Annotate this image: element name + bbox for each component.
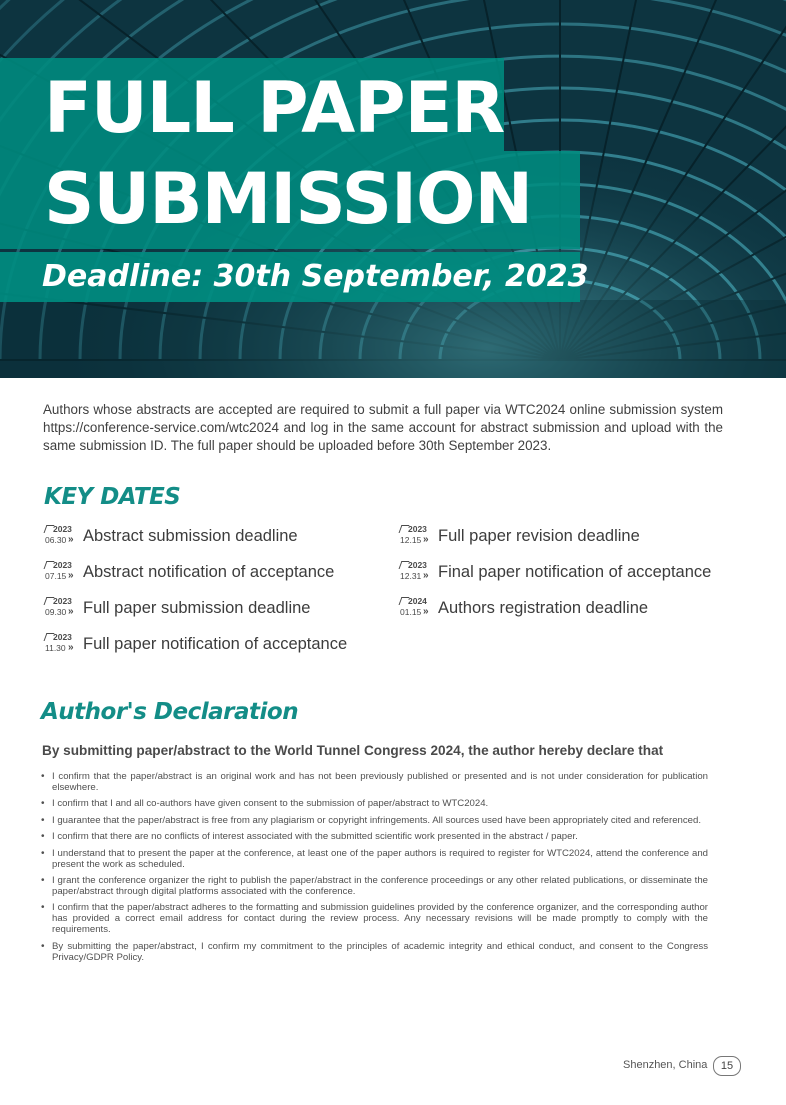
declaration-text: I confirm that there are no conflicts of interest associated with the submitted scientific work presented in the abstract / paper. <box>52 831 578 843</box>
calendar-date-icon <box>44 524 80 548</box>
key-date-day: 07.15 <box>45 571 67 581</box>
calendar-date-icon <box>44 560 80 584</box>
key-date-label: Full paper submission deadline <box>83 599 311 617</box>
key-date-label: Authors registration deadline <box>438 599 649 617</box>
calendar-date-icon <box>399 560 435 584</box>
double-arrow-icon: » <box>423 606 429 617</box>
page-number: 15 <box>713 1056 741 1076</box>
double-arrow-icon: » <box>68 570 74 581</box>
declaration-text: I understand that to present the paper at the conference, at least one of the paper authors is required to register for WTC2024, attend the conference and present the work as scheduled. <box>52 847 708 870</box>
key-date-day: 11.30 <box>45 643 66 653</box>
key-date-year: 2023 <box>408 524 427 534</box>
page-title-line-1: FULL PAPER <box>44 67 505 149</box>
key-date-day: 01.15 <box>400 607 422 617</box>
key-date-day: 09.30 <box>45 607 67 617</box>
key-date-year: 2023 <box>53 596 72 606</box>
key-dates-heading: KEY DATES <box>44 484 181 510</box>
bullet-icon: • <box>41 902 45 914</box>
calendar-date-icon <box>399 596 435 620</box>
key-date-label: Full paper notification of acceptance <box>83 635 348 653</box>
double-arrow-icon: » <box>423 534 429 545</box>
key-date-year: 2023 <box>408 560 427 570</box>
declaration-item <box>41 848 708 870</box>
declaration-item <box>41 771 708 793</box>
declaration-text: I guarantee that the paper/abstract is free from any plagiarism or copyright infringements. All sources used have been appropriately cited and referenced. <box>52 814 702 826</box>
declaration-text: I confirm that the paper/abstract is an original work and has not been previously published or presented and is not under consideration for publication elsewhere. <box>52 771 708 793</box>
double-arrow-icon: » <box>68 534 74 545</box>
key-date-day: 06.30 <box>45 535 67 545</box>
bullet-icon: • <box>41 798 45 810</box>
calendar-date-icon <box>44 632 80 656</box>
key-date-year: 2023 <box>53 632 72 642</box>
declaration-text: I confirm that the paper/abstract adheres to the formatting and submission guidelines provided by the conference organizer, and the corresponding author has provided a correct email address for contact during the review process. Any necessary revisions will be made promptly to comply with the requirements. <box>52 902 708 936</box>
key-date-label: Final paper notification of acceptance <box>438 563 712 581</box>
bullet-icon: • <box>41 831 45 843</box>
bullet-icon: • <box>41 814 45 826</box>
declaration-item <box>41 831 708 842</box>
key-date-year: 2024 <box>408 596 427 606</box>
bullet-icon: • <box>41 874 45 886</box>
declaration-item <box>41 798 708 809</box>
calendar-date-icon <box>44 596 80 620</box>
double-arrow-icon: » <box>68 606 74 617</box>
bullet-icon: • <box>41 847 45 859</box>
declaration-text: By submitting the paper/abstract, I confirm my commitment to the principles of academic integrity and ethical conduct, and consent to the Congress Privacy/GDPR Policy. <box>52 940 708 963</box>
key-date-label: Abstract submission deadline <box>83 527 298 545</box>
double-arrow-icon: » <box>423 570 429 581</box>
key-date-label: Abstract notification of acceptance <box>83 563 335 581</box>
footer-location: Shenzhen, China <box>623 1059 708 1071</box>
key-date-day: 12.15 <box>400 535 422 545</box>
bullet-icon: • <box>41 940 45 952</box>
key-date-day: 12.31 <box>400 571 422 581</box>
declaration-item <box>41 941 708 963</box>
key-date-label: Full paper revision deadline <box>438 527 640 545</box>
declaration-item <box>41 875 708 897</box>
declaration-text: I grant the conference organizer the right to publish the paper/abstract in the conference proceedings or any other related publications, or disseminate the paper/abstract through digital platforms associated with the conference. <box>52 874 708 897</box>
declaration-lead: By submitting paper/abstract to the World Tunnel Congress 2024, the author hereby declare that <box>42 743 664 758</box>
declaration-list <box>41 771 708 968</box>
intro-paragraph: Authors whose abstracts are accepted are required to submit a full paper via WTC2024 online submission system https://conference-service.com/wtc2024 and log in the same account for abstract submission and upload with the same submission ID. The full paper should be uploaded before 30th September 2023. <box>43 402 723 453</box>
declaration-heading: Author's Declaration <box>41 699 299 725</box>
calendar-date-icon <box>399 524 435 548</box>
hero-banner <box>0 0 786 378</box>
key-date-year: 2023 <box>53 524 72 534</box>
key-date-year: 2023 <box>53 560 72 570</box>
page-title-line-2: SUBMISSION <box>44 158 533 240</box>
declaration-item <box>41 815 708 826</box>
declaration-text: I confirm that I and all co-authors have given consent to the submission of paper/abstract to WTC2024. <box>52 798 489 810</box>
declaration-item <box>41 902 708 935</box>
double-arrow-icon: » <box>68 642 74 653</box>
bullet-icon: • <box>41 771 45 782</box>
deadline-banner: Deadline: 30th September, 2023 <box>42 259 589 294</box>
